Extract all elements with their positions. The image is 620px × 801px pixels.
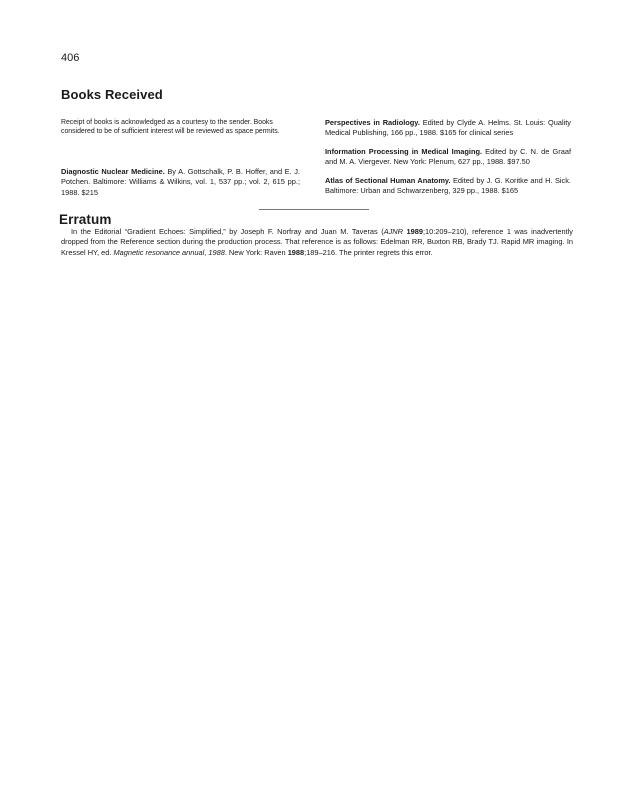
book-details: Edited by J. G. Koritke and H. Sick. Baltimore: Urban and Schwarzenberg, 329 pp., 1988. $165 <box>325 175 571 196</box>
erratum-text: ;189–216. The printer regrets this error. <box>304 247 433 257</box>
book-details: Edited by C. N. de Graaf and M. A. Viergever. New York: Plenum, 627 pp., 1988. $97.50 <box>325 146 571 167</box>
erratum-text: ;10:209–210), reference 1 was inadvertently dropped from the Reference section during the production process. That reference is as follows: Edelman RR, Buxton RB, Brady TJ. Rapid MR imaging. In Kressel HY, ed. <box>61 227 573 257</box>
book-entry <box>61 167 300 198</box>
books-left-column <box>61 118 300 198</box>
citation-year: 1989 <box>406 227 423 236</box>
book-details: By A. Gottschalk, P. B. Hoffer, and E. J. Potchen. Baltimore: Williams & Wilkins, vol. 1, 537 pp.; vol. 2, 615 pp.; 1988. $215 <box>61 166 300 197</box>
section-divider <box>259 209 369 210</box>
book-entry <box>325 147 571 168</box>
journal-name: AJNR <box>383 227 403 236</box>
erratum-text: . New York: Raven <box>224 247 288 257</box>
books-intro: Receipt of books is acknowledged as a courtesy to the sender. Books considered to be of sufficient interest will be reviewed as space permits. <box>61 119 280 136</box>
book-title: Atlas of Sectional Human Anatomy. <box>325 175 451 185</box>
book-entry <box>325 118 571 139</box>
reference-book-title: Magnetic resonance annual <box>113 247 205 257</box>
reference-year: 1988 <box>287 247 305 257</box>
books-received-heading: Books Received <box>61 87 163 102</box>
book-title: Information Processing in Medical Imaging. <box>325 146 483 156</box>
erratum-heading: Erratum <box>59 212 112 227</box>
reference-book-year: 1988 <box>208 247 225 257</box>
book-details: Edited by Clyde A. Helms. St. Louis: Quality Medical Publishing, 166 pp., 1988. $165 for clinical series <box>325 118 571 138</box>
page-number: 406 <box>61 52 80 64</box>
books-right-column <box>325 118 571 196</box>
erratum-paragraph <box>61 227 573 258</box>
erratum-text: In the Editorial “Gradient Echoes: Simplified,” by Joseph F. Norfray and Juan M. Taveras ( <box>71 227 384 236</box>
erratum-body <box>61 227 573 258</box>
erratum-text: , <box>204 247 209 257</box>
book-title: Perspectives in Radiology. <box>325 118 420 127</box>
book-entry <box>325 176 571 197</box>
book-title: Diagnostic Nuclear Medicine. <box>61 166 165 176</box>
